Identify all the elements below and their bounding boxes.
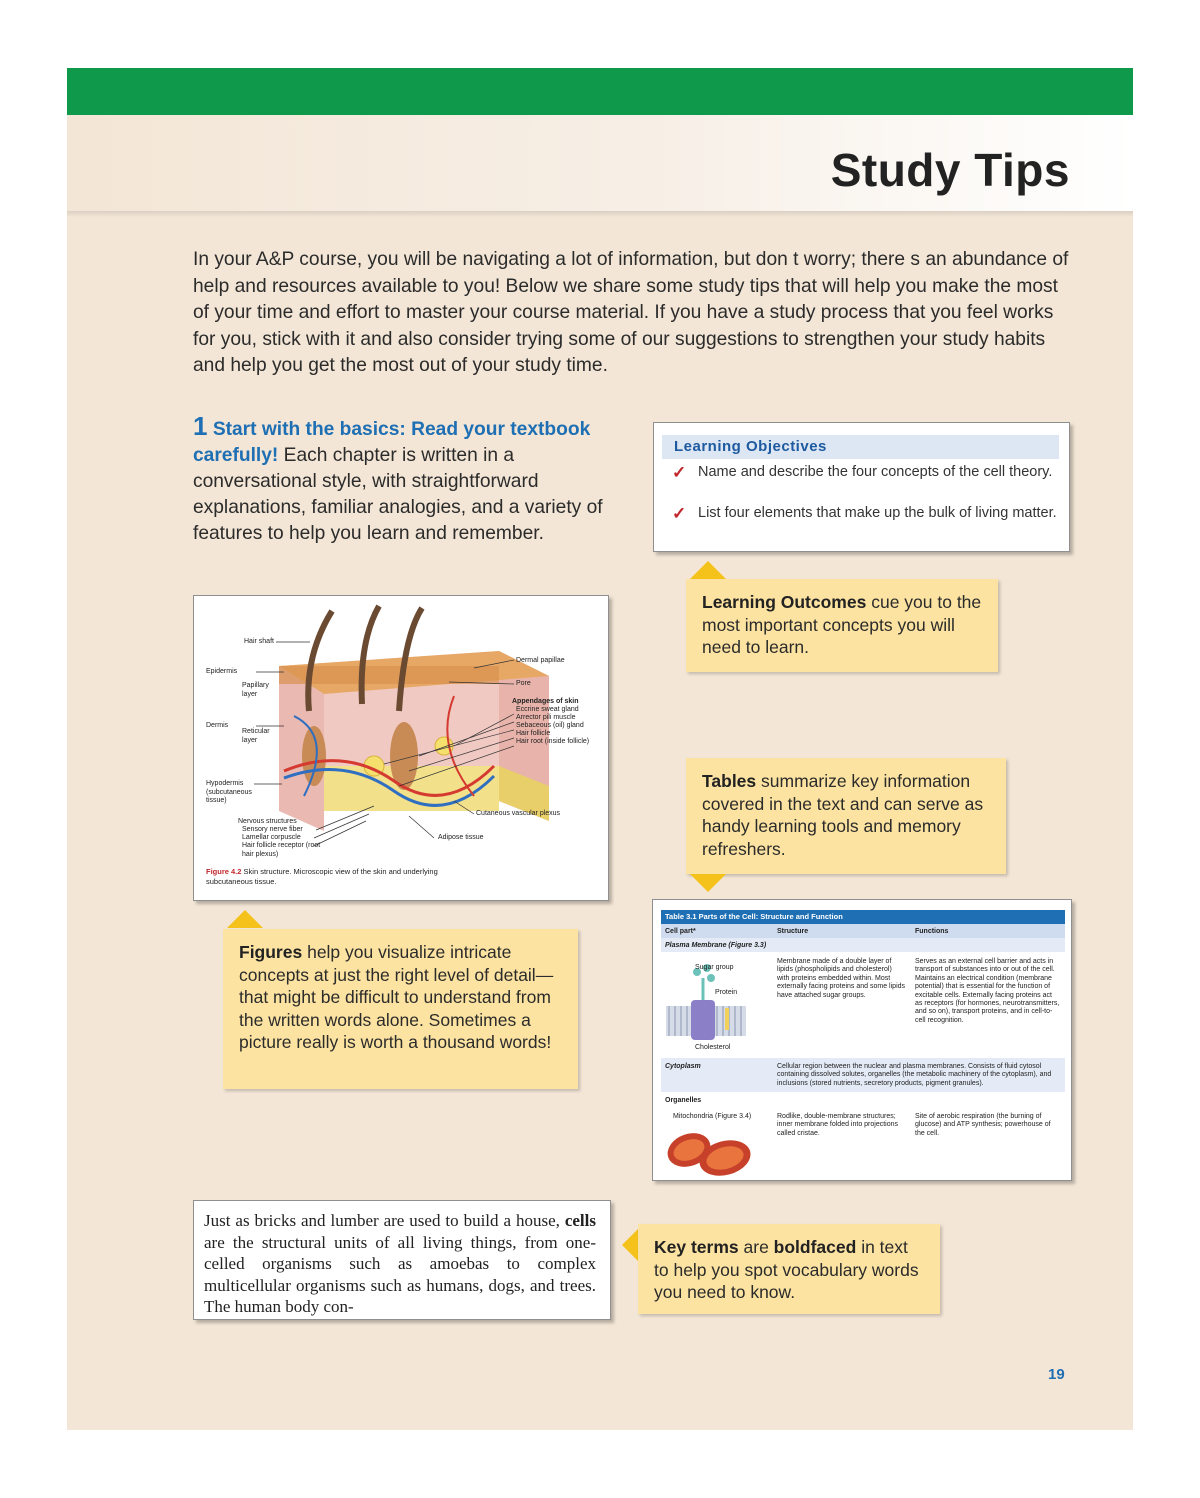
check-icon: ✓: [672, 504, 687, 523]
table-title: Table 3.1 Parts of the Cell: Structure and Function: [665, 912, 843, 921]
callout-bold: boldfaced: [773, 1237, 857, 1257]
plasma-label: Plasma Membrane (Figure 3.3): [665, 942, 767, 949]
excerpt-bold: cells: [564, 1211, 596, 1230]
plasma-function: Serves as an external cell barrier and acts in transport of substances into or out of the cell. Maintains an electrical condition (membrane potential) that is essential for the function of excitable cells. Externally facing proteins act as receptors (for hormones, neurotransmitters, and so on), transport proteins, and in cell-to-cell recognition.: [915, 958, 1060, 1024]
arrow-down-icon: [690, 874, 726, 892]
learning-objectives-box: [653, 422, 1070, 552]
section-text: Each chapter is written in a conversational style, with straightforward explanations, familiar analogies, and a variety of features to help you learn and remember.: [193, 445, 603, 544]
callout-bold: Figures: [239, 942, 303, 962]
excerpt-text: [204, 1210, 596, 1318]
diagram-protein-label: Protein: [715, 989, 738, 996]
cytoplasm-label: Cytoplasm: [665, 1063, 701, 1070]
plasma-structure: Membrane made of a double layer of lipids (phospholipids and cholesterol) with proteins embedded within. Most externally facing proteins and some lipids have attached sugar groups.: [777, 958, 906, 999]
label-follicle: Hair follicle: [516, 730, 551, 737]
section-1: [193, 413, 613, 547]
intro-paragraph: In your A&P course, you will be navigating a lot of information, but don t worry; there s an abundance of help and resources available to you! Below we share some study tips that will help you make the most of your time and effort to master your course material. If you have a study process that you feel works for you, stick with it and also consider trying some of our suggestions to strengthen your study habits and help you get the most out of your study time.: [193, 249, 1069, 376]
callout-tables: [686, 758, 1006, 874]
label-appendages: Appendages of skin: [512, 698, 579, 705]
cytoplasm-text: Cellular region between the nuclear and plasma membranes. Consists of fluid cytosol containing dissolved solutes, organelles (the metabolic machinery of the cytoplasm), and inclusions (stored nutrients, secretory products, pigment granules).: [777, 1063, 1052, 1087]
figure-caption: [206, 867, 466, 887]
label-reticular: Reticular layer: [242, 728, 270, 744]
check-icon: ✓: [672, 463, 687, 482]
mito-function: Site of aerobic respiration (the burning of glucose) and ATP synthesis; powerhouse of the cell.: [915, 1113, 1051, 1137]
table-header-cell: Cell part*: [665, 928, 696, 935]
label-papillary: Papillary layer: [242, 682, 269, 698]
label-lamellar: Lamellar corpuscle: [242, 834, 301, 841]
diagram-sugar-label: Sugar group: [695, 964, 734, 971]
label-hair-root: Hair root (inside follicle): [516, 738, 590, 745]
header-bar: [67, 68, 1133, 115]
callout-bold: Key terms: [654, 1237, 739, 1257]
arrow-up-icon: [690, 561, 726, 579]
excerpt-post: are the structural units of all living things, from one-celled organisms such as amoebas to complex multicellular organisms such as humans, dogs, and trees. The human body con-: [204, 1232, 596, 1316]
callout-text: are: [738, 1237, 774, 1257]
mito-label: Mitochondria (Figure 3.4): [673, 1113, 752, 1120]
callout-text: help you visualize intricate concepts at just the right level of detail—that might be difficult to understand from the written words alone. Sometimes a picture really is worth a thousand words!: [239, 942, 554, 1052]
label-eccrine: Eccrine sweat gland: [516, 706, 579, 713]
callout-text: in text to help you spot vocabulary words you need to know.: [654, 1237, 919, 1302]
organelles-label: Organelles: [665, 1097, 702, 1104]
arrow-up-icon: [227, 910, 263, 928]
label-dermis: Dermis: [206, 722, 229, 729]
skin-figure: [193, 595, 609, 901]
label-hypodermis: Hypodermis (subcutaneous tissue): [206, 780, 252, 804]
callout-outcomes: [686, 579, 998, 672]
caption-text: Skin structure. Microscopic view of the skin and underlying subcutaneous tissue.: [206, 867, 438, 886]
cell-table: [652, 899, 1072, 1181]
section-number: 1: [193, 411, 208, 441]
label-hair-shaft: Hair shaft: [244, 638, 274, 645]
learning-objectives-heading: Learning Objectives: [662, 435, 1059, 459]
label-hair-receptor: Hair follicle receptor (root hair plexus): [242, 842, 321, 858]
section-heading: Start with the basics: Read your textbook carefully!: [193, 419, 591, 466]
label-nervous: Nervous structures: [238, 818, 297, 825]
callout-keyterms: [638, 1224, 940, 1314]
table-header-structure: Structure: [777, 928, 809, 935]
label-arrector: Arrector pili muscle: [516, 714, 576, 721]
label-adipose: Adipose tissue: [438, 834, 484, 841]
excerpt-pre: Just as bricks and lumber are used to build a house,: [204, 1211, 565, 1230]
diagram-cholesterol-label: Cholesterol: [695, 1044, 731, 1051]
label-sensory: Sensory nerve fiber: [242, 826, 303, 833]
callout-text: cue you to the most important concepts you will need to learn.: [702, 592, 982, 657]
callout-bold: Tables: [702, 771, 757, 791]
mitochondria-image: [663, 1122, 763, 1182]
label-pore: Pore: [516, 680, 531, 687]
callout-figures: [223, 929, 578, 1089]
label-dermal-papillae: Dermal papillae: [516, 657, 565, 664]
label-epidermis: Epidermis: [206, 668, 238, 675]
callout-text: summarize key information covered in the text and can serve as handy learning tools and memory refreshers.: [702, 771, 984, 859]
caption-number: Figure 4.2: [206, 867, 242, 876]
label-sebaceous: Sebaceous (oil) gland: [516, 722, 584, 729]
objective-item: List four elements that make up the bulk of living matter.: [698, 505, 1057, 521]
callout-bold: Learning Outcomes: [702, 592, 867, 612]
page-title: Study Tips: [830, 144, 1070, 196]
objective-item: Name and describe the four concepts of the cell theory.: [698, 464, 1053, 480]
page-number: 19: [1048, 1366, 1065, 1383]
arrow-left-icon: [622, 1229, 638, 1261]
mito-structure: Rodlike, double-membrane structures; inner membrane folded into projections called cristae.: [777, 1113, 899, 1137]
table-header-functions: Functions: [915, 928, 949, 935]
label-cutaneous: Cutaneous vascular plexus: [476, 810, 561, 817]
